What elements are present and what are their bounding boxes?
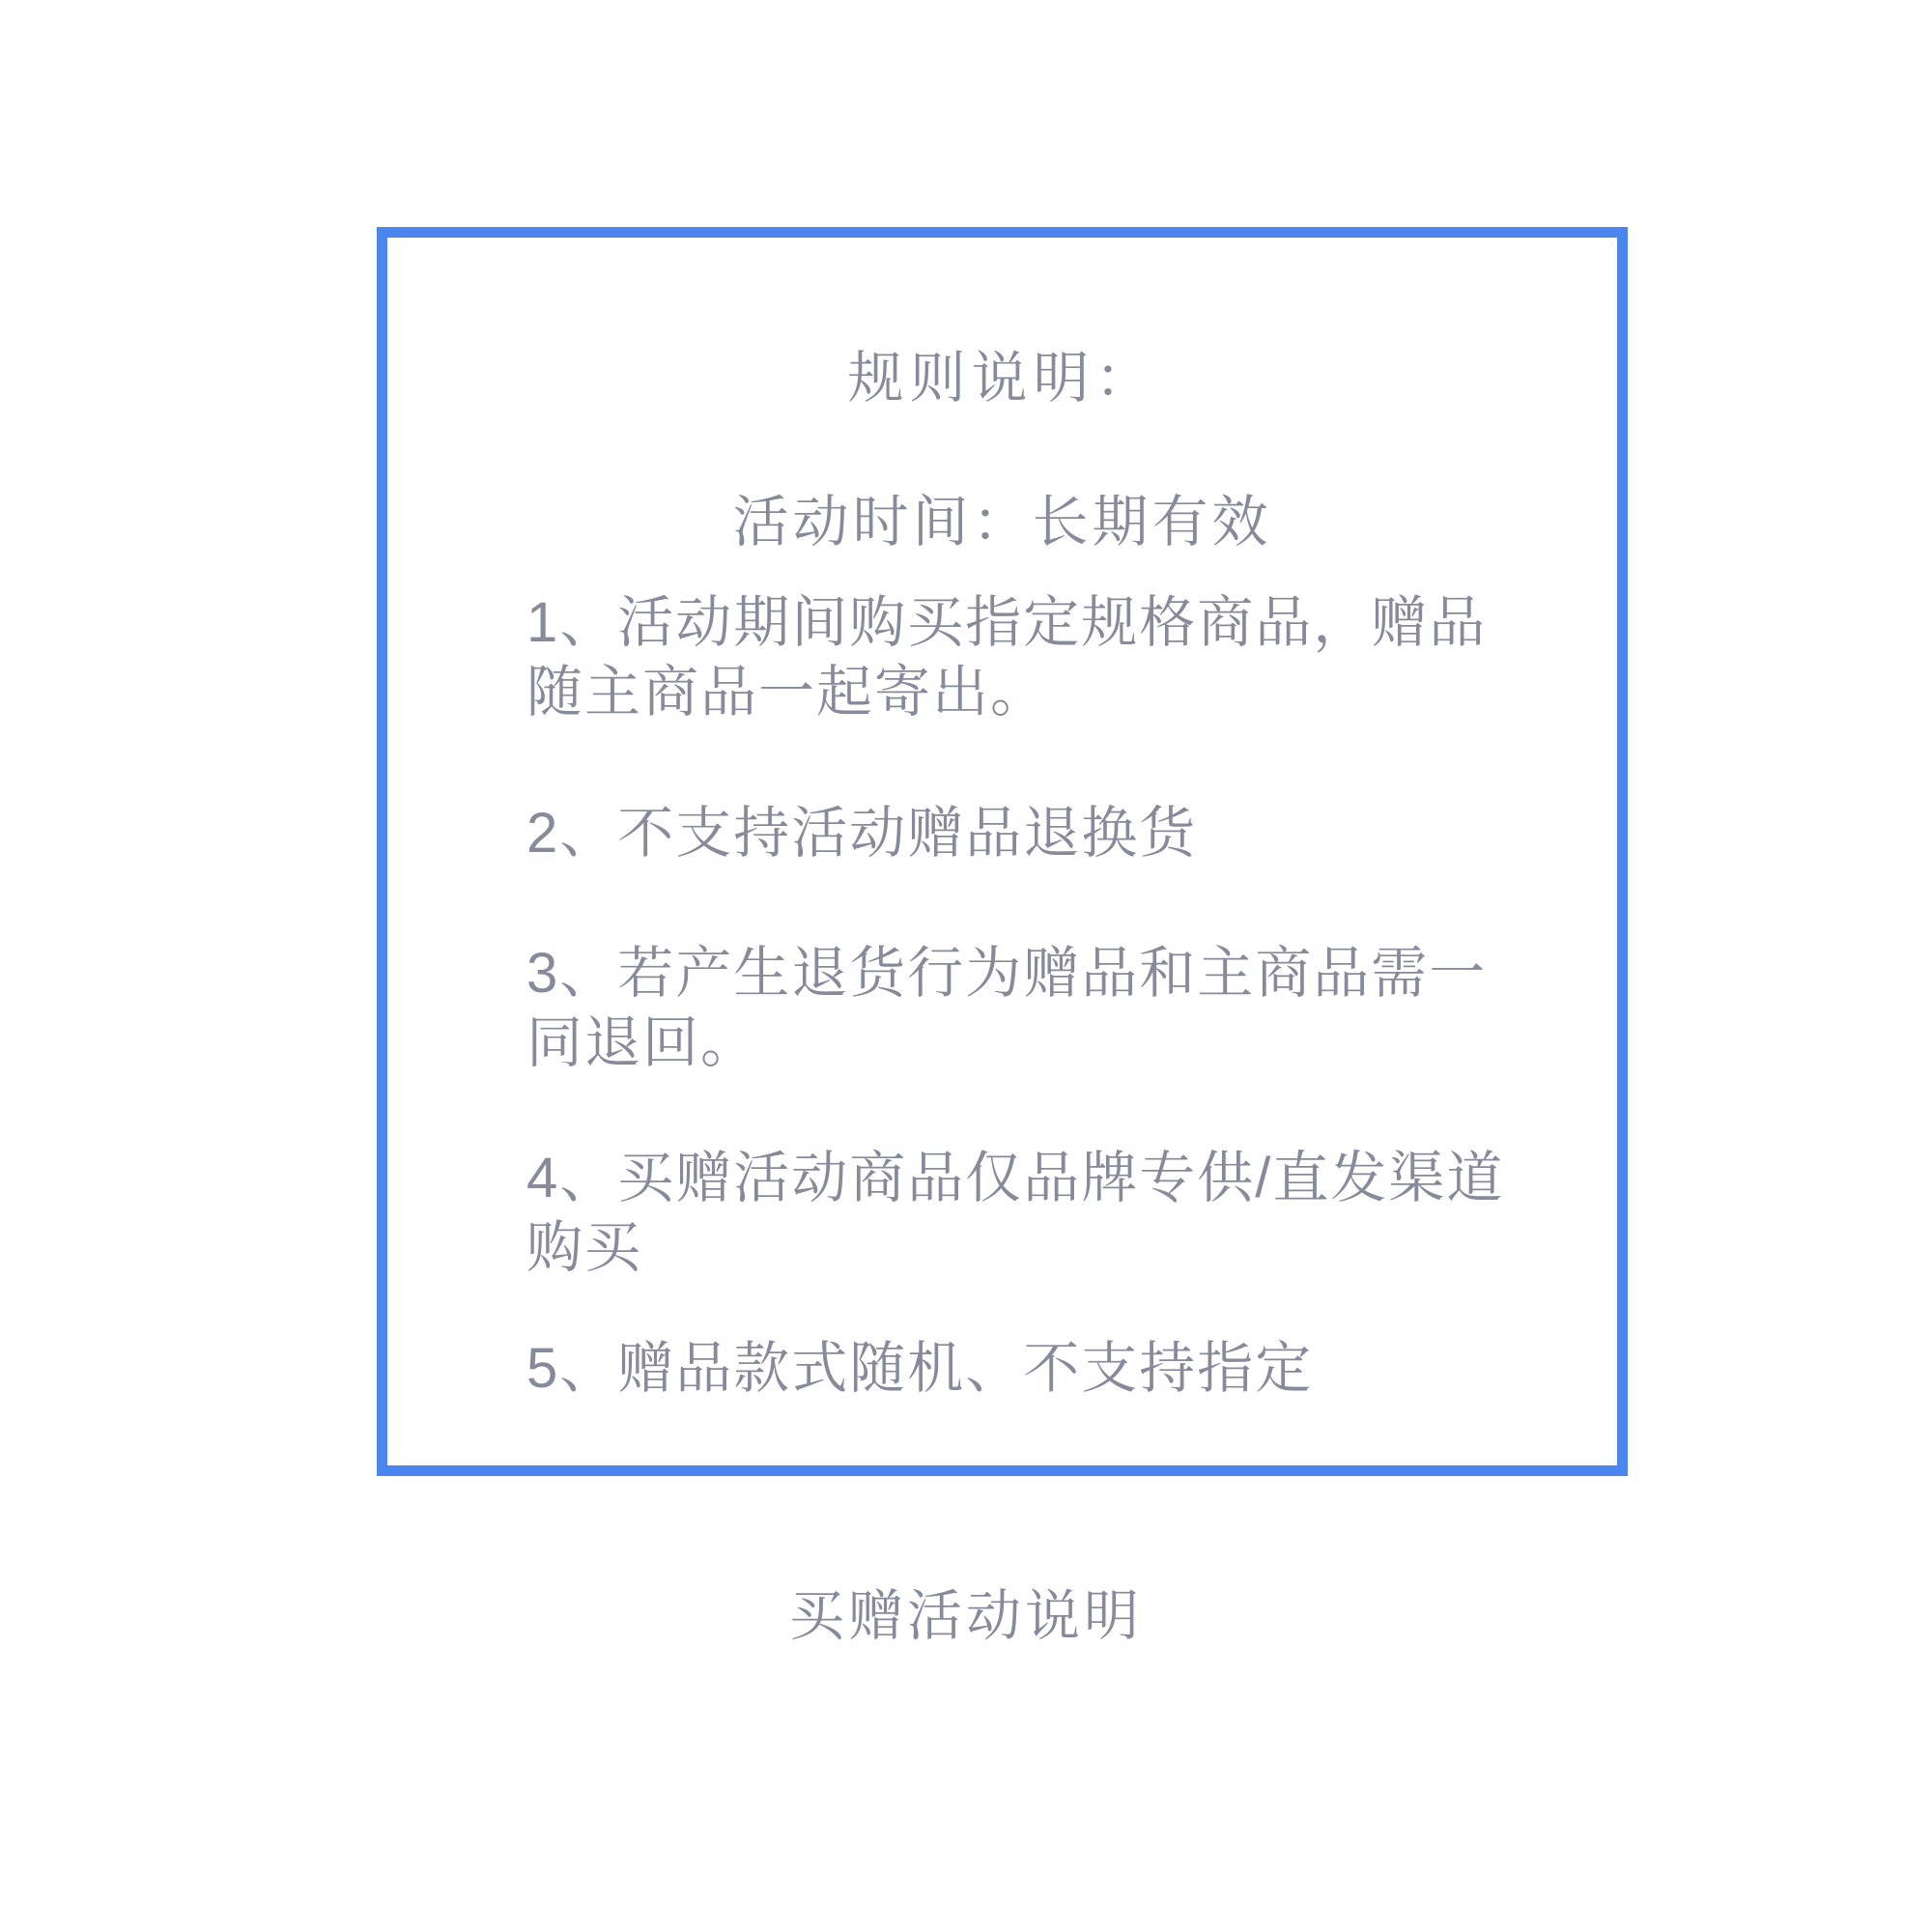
rule-line: 随主商品一起寄出。	[526, 661, 1049, 724]
rule-line: 3、若产生退货行为赠品和主商品需一	[526, 942, 1488, 1005]
activity-time-text: 活动时间：长期有效	[732, 491, 1272, 554]
rule-line: 同退回。	[526, 1011, 759, 1074]
rules-list	[387, 588, 1617, 1404]
rule-item-4	[526, 1144, 1520, 1283]
rule-item-1	[526, 588, 1520, 727]
rule-line: 4、买赠活动商品仅品牌专供/直发渠道	[526, 1147, 1505, 1209]
rules-box-content	[387, 238, 1617, 1465]
rule-item-3	[526, 939, 1520, 1078]
rule-line: 5、赠品款式随机、不支持指定	[526, 1337, 1314, 1400]
rule-line: 2、不支持活动赠品退换货	[526, 802, 1198, 865]
rule-item-5	[526, 1334, 1520, 1404]
rules-title: 规则说明：	[847, 347, 1157, 410]
rule-line: 1、活动期间购买指定规格商品，赠品	[526, 591, 1488, 654]
rule-item-2	[526, 799, 1520, 868]
gift-activity-caption: 买赠活动说明	[789, 1585, 1143, 1647]
rules-box	[377, 227, 1628, 1476]
rule-line: 购买	[526, 1216, 643, 1279]
